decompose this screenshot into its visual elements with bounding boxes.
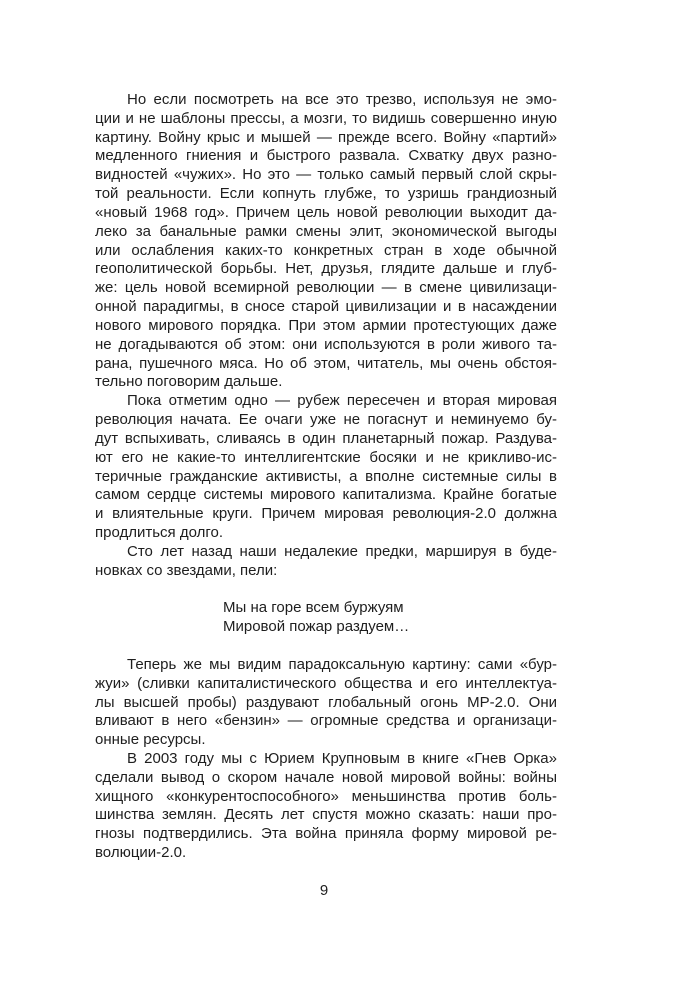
text-line: хищного «конкурентоспособного» меньшинства против боль-: [95, 787, 557, 805]
text-line: революция начата. Ее очаги уже не погаснут и неминуемо бу-: [95, 411, 557, 429]
page-text: [95, 91, 557, 863]
text-line: Теперь же мы видим парадоксальную картину: сами «бур-: [127, 655, 557, 673]
text-line: Сто лет назад наши недалекие предки, маршируя в буде-: [127, 542, 557, 560]
text-line: «новый 1968 год». Причем цель новой революции выходит да-: [95, 203, 557, 221]
text-line: самом сердце системы мирового капитализма. Крайне богатые: [95, 486, 557, 504]
poem-line: Мировой пожар раздуем…: [223, 618, 410, 636]
text-line: рана, пушечного мяса. Но об этом, читатель, мы очень обстоя-: [95, 354, 557, 372]
text-line: или ослабления каких-то конкретных стран в ходе обычной: [95, 241, 557, 259]
text-line: нового мирового порядка. При этом армии протестующих даже: [95, 316, 557, 334]
text-line: шинства землян. Десять лет спустя можно сказать: наши про-: [95, 806, 557, 824]
paragraph: [95, 392, 557, 543]
blank-line: [95, 581, 557, 600]
text-line: новках со звездами, пели:: [95, 561, 278, 579]
text-line: жуи» (сливки капиталистического общества и его интеллектуа-: [95, 674, 557, 692]
text-line: продлиться долго.: [95, 524, 224, 542]
text-line: онные ресурсы.: [95, 731, 206, 749]
text-line: же: цель новой всемирной революции — в смене цивилизаци-: [95, 279, 557, 297]
text-line: видностей «чужих». Но это — только самый первый слой скры-: [95, 166, 557, 184]
text-line: геополитической борьбы. Нет, друзья, глядите дальше и глуб-: [95, 260, 557, 278]
text-line: Но если посмотреть на все это трезво, используя не эмо-: [127, 91, 557, 108]
text-line: гнозы подтвердились. Эта война приняла форму мировой ре-: [95, 825, 557, 843]
text-line: теричные гражданские активисты, а вполне системные силы в: [95, 467, 557, 485]
paragraph: [95, 656, 557, 750]
text-line: сделали вывод о скором начале новой мировой войны: войны: [95, 768, 557, 786]
text-line: ции и не шаблоны прессы, а мозги, то видишь совершенно иную: [95, 109, 557, 127]
text-line: медленного гниения и быстрого развала. Схватку двух разно-: [95, 147, 557, 165]
text-line: не догадываются об этом: они используются в роли живого та-: [95, 335, 557, 353]
text-line: дут вспыхивать, сливаясь в один планетарный пожар. Раздува-: [95, 429, 557, 447]
text-line: волюции-2.0.: [95, 844, 187, 862]
paragraph: [95, 543, 557, 581]
text-line: Пока отметим одно — рубеж пересечен и вторая мировая: [127, 392, 557, 410]
text-line: лы высшей пробы) раздувают глобальный огонь МР-2.0. Они: [95, 693, 557, 711]
paragraph: [95, 750, 557, 863]
text-line: В 2003 году мы с Юрием Крупновым в книге «Гнев Орка»: [127, 749, 557, 767]
text-line: тельно поговорим дальше.: [95, 373, 283, 391]
text-line: ют его не какие-то интеллигентские босяки и не крикливо-ис-: [95, 448, 557, 466]
text-line: леко за банальные рамки смены элит, экономической выгоды: [95, 222, 557, 240]
paragraph: [95, 91, 557, 392]
page-number-text: 9: [319, 882, 329, 899]
text-line: той реальности. Если копнуть глубже, то узришь грандиозный: [95, 185, 557, 203]
blank-line: [95, 637, 557, 656]
poem-quote: [95, 599, 557, 637]
text-line: вливают в него «бензин» — огромные средства и организаци-: [95, 712, 557, 730]
text-line: картину. Войну крыс и мышей — прежде всего. Войну «партий»: [95, 128, 557, 146]
poem-line: Мы на горе всем буржуям: [223, 599, 404, 617]
text-line: онной парадигмы, в сносе старой цивилизации и в насаждении: [95, 298, 557, 316]
text-line: и влиятельные круги. Причем мировая революция-2.0 должна: [95, 505, 557, 523]
page-number: [0, 882, 690, 899]
